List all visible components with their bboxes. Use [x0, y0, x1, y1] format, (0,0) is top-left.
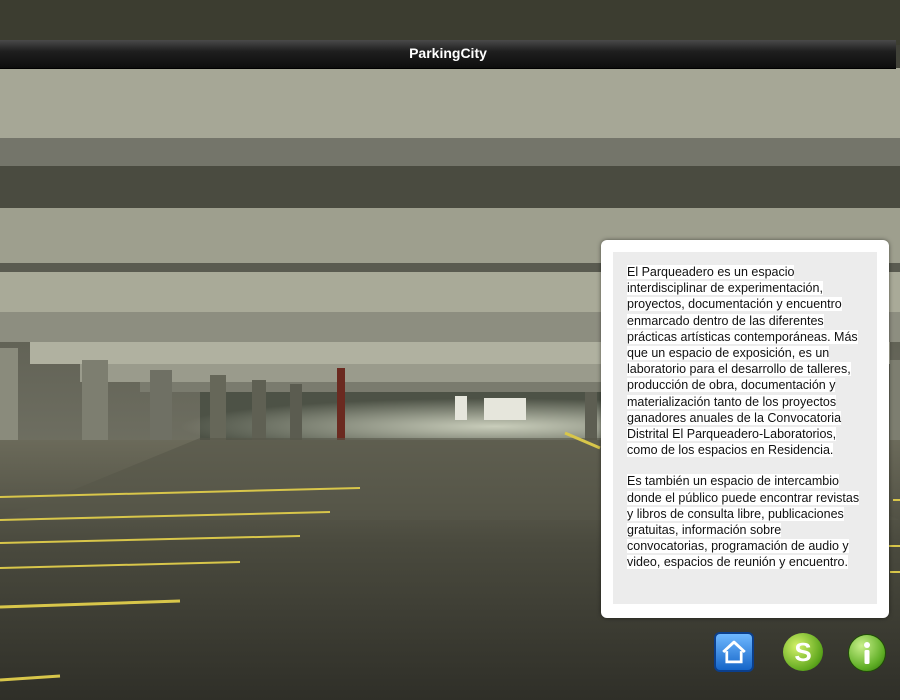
skype-button[interactable] [783, 633, 823, 671]
info-icon [849, 635, 885, 671]
info-panel-body[interactable] [613, 252, 877, 604]
home-button[interactable] [714, 632, 754, 672]
svg-text:S: S [794, 637, 812, 667]
info-button[interactable] [848, 634, 886, 672]
title-bar [0, 40, 896, 69]
info-text [627, 264, 865, 571]
info-panel [601, 240, 889, 618]
app-title: ParkingCity [409, 45, 487, 61]
info-paragraph: Es también un espacio de intercambio donde el público puede encontrar revistas y libros de consulta libre, publicaciones gratuitas, información sobre convocatorias, programación de audio y video, espacios de reunión y encuentro. [627, 474, 860, 570]
skype-icon [783, 633, 823, 671]
home-icon [716, 634, 752, 670]
info-paragraph: El Parqueadero es un espacio interdisciplinar de experimentación, proyectos, documentación y encuentro enmarcado dentro de las diferentes prácticas artísticas contemporáneas. Más que un espacio de exposición, es un laboratorio para el desarrollo de talleres, producción de obra, documentación y materialización tanto de los proyectos ganadores anuales de la Convocatoria Distrital El Parqueadero-Laboratorios, como de los espacios en Residencia. [627, 265, 858, 458]
